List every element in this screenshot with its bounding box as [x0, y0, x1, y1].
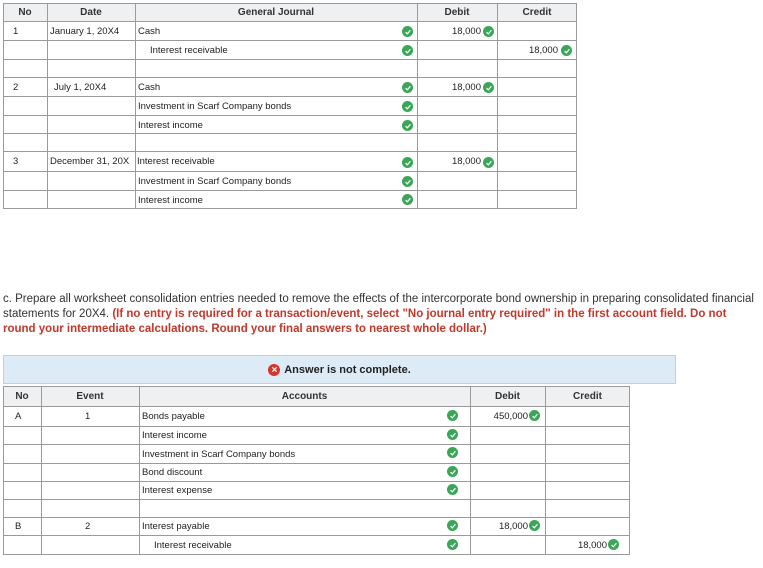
- entry-date[interactable]: July 1, 20X4: [54, 81, 107, 93]
- col-debit-header: Debit: [444, 6, 470, 18]
- check-icon: [402, 82, 413, 93]
- col-debit-header: Debit: [495, 390, 520, 402]
- check-icon: [402, 45, 413, 56]
- account-field[interactable]: Investment in Scarf Company bonds: [138, 175, 292, 187]
- account-field[interactable]: Investment in Scarf Company bonds: [142, 448, 296, 460]
- account-field[interactable]: Investment in Scarf Company bonds: [138, 100, 292, 112]
- check-icon: [402, 157, 413, 168]
- journal-header: [3, 3, 577, 21]
- col-no-header: No: [15, 390, 29, 402]
- account-field[interactable]: Interest income: [142, 429, 207, 441]
- worksheet-header: [3, 386, 630, 406]
- instructions: [3, 292, 758, 337]
- check-icon: [529, 520, 540, 531]
- debit-field[interactable]: 18,000: [498, 520, 528, 532]
- check-icon: [447, 539, 458, 550]
- check-icon: [402, 120, 413, 131]
- account-field[interactable]: Interest income: [138, 194, 203, 206]
- account-field[interactable]: Interest receivable: [137, 155, 215, 167]
- instructions-note: (If no entry is required for a transaction/event, select "No journal entry required" in the first account field. Do not round your intermediate calculations. Round your final answers to nearest whole dollar.): [3, 308, 727, 335]
- account-field[interactable]: Cash: [138, 81, 161, 93]
- check-icon: [447, 429, 458, 440]
- event-field[interactable]: 1: [85, 411, 91, 422]
- check-icon: [483, 82, 494, 93]
- debit-field[interactable]: 18,000: [451, 155, 481, 167]
- account-field[interactable]: Interest receivable: [150, 44, 228, 56]
- entry-no: 2: [13, 81, 19, 93]
- account-field[interactable]: Interest payable: [142, 520, 210, 532]
- account-field[interactable]: Bond discount: [142, 466, 203, 478]
- event-field[interactable]: 2: [85, 520, 91, 532]
- check-icon: [447, 520, 458, 531]
- check-icon: [447, 484, 458, 495]
- account-field[interactable]: Interest expense: [142, 484, 213, 496]
- account-field[interactable]: Interest receivable: [154, 539, 232, 551]
- check-icon: [483, 26, 494, 37]
- check-icon: [447, 410, 458, 421]
- check-icon: [608, 539, 619, 550]
- instructions-text: c. Prepare all worksheet consolidation entries needed to remove the effects of the intercorporate bond ownership in preparing consolidated financial statements for 20X4.: [3, 293, 754, 320]
- entry-date[interactable]: December 31, 20X: [50, 155, 130, 167]
- debit-field[interactable]: 18,000: [451, 81, 481, 93]
- credit-field[interactable]: 18,000: [528, 44, 558, 56]
- entry-date[interactable]: January 1, 20X4: [50, 25, 120, 37]
- credit-field[interactable]: 18,000: [577, 539, 607, 551]
- col-date-header: Date: [80, 6, 102, 18]
- check-icon: [561, 45, 572, 56]
- col-no-header: No: [18, 6, 32, 18]
- entry-no: 3: [13, 155, 19, 167]
- answer-status-banner: [3, 355, 676, 384]
- account-field[interactable]: Cash: [138, 25, 161, 37]
- check-icon: [402, 176, 413, 187]
- account-field[interactable]: Bonds payable: [142, 411, 205, 422]
- col-credit-header: Credit: [522, 6, 552, 18]
- entry-no: 1: [13, 25, 19, 37]
- check-icon: [402, 101, 413, 112]
- check-icon: [447, 466, 458, 477]
- check-icon: [529, 410, 540, 421]
- debit-field[interactable]: 450,000: [493, 411, 528, 422]
- error-icon: [268, 364, 280, 376]
- debit-field[interactable]: 18,000: [451, 25, 481, 37]
- entry-no: A: [15, 411, 22, 422]
- account-field[interactable]: Interest income: [138, 119, 203, 131]
- check-icon: [447, 447, 458, 458]
- check-icon: [402, 26, 413, 37]
- col-event-header: Event: [76, 390, 104, 402]
- entry-no: B: [15, 520, 22, 532]
- col-credit-header: Credit: [573, 390, 602, 402]
- check-icon: [483, 157, 494, 168]
- col-general-journal-header: General Journal: [237, 6, 315, 18]
- col-accounts-header: Accounts: [281, 390, 328, 402]
- banner-text: Answer is not complete.: [284, 363, 411, 376]
- check-icon: [402, 194, 413, 205]
